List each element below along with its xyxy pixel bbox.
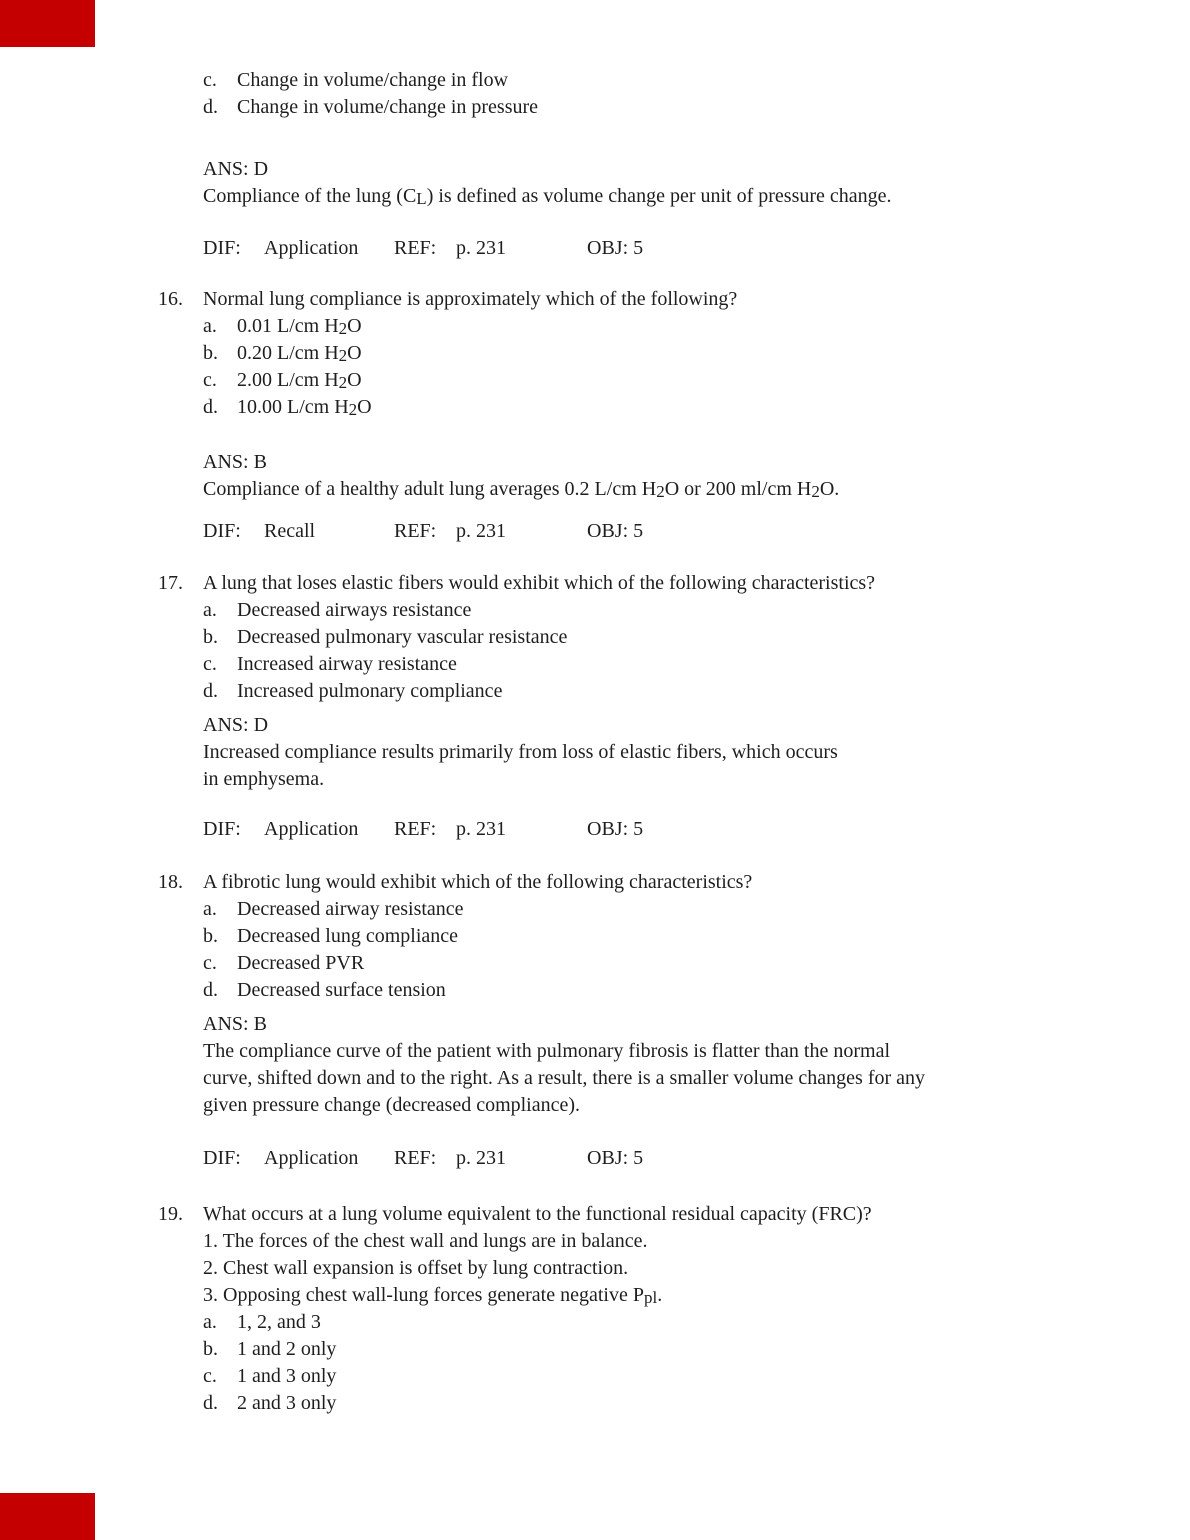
option-letter: a. (203, 315, 217, 337)
question-text: What occurs at a lung volume equivalent to the functional residual capacity (FRC)? (203, 1203, 872, 1225)
question-18-dif-line (203, 1145, 643, 1172)
option-letter: d. (203, 979, 218, 1001)
fragment-explanation (203, 183, 892, 210)
question-19-option-c (203, 1363, 336, 1390)
question-18-explanation-line-1 (203, 1038, 890, 1065)
option-letter: b. (203, 626, 218, 648)
question-17-explanation-line-2 (203, 766, 324, 793)
red-corner-mark-top-left (0, 0, 95, 47)
explanation-text: O or 200 ml/cm H (664, 478, 812, 500)
option-text: Change in volume/change in flow (237, 69, 509, 91)
question-17-option-b (203, 624, 567, 651)
option-letter: c. (203, 1365, 217, 1387)
option-letter: a. (203, 1311, 217, 1333)
question-18-option-d (203, 977, 446, 1004)
question-text: Normal lung compliance is approximately which of the following? (203, 288, 738, 310)
option-letter: d. (203, 1392, 218, 1414)
question-number: 17. (158, 572, 183, 594)
option-text: 10.00 L/cm H (237, 396, 349, 418)
question-19-option-d (203, 1390, 336, 1417)
ref-label: REF: (394, 818, 437, 840)
option-text: 0.01 L/cm H (237, 315, 339, 337)
option-letter: b. (203, 342, 218, 364)
option-text: Increased pulmonary compliance (237, 680, 503, 702)
obj-value: OBJ: 5 (587, 1147, 644, 1169)
question-16 (158, 286, 737, 313)
fragment-dif-line (203, 235, 643, 262)
option-letter: a. (203, 599, 217, 621)
question-17 (158, 570, 875, 597)
question-16-dif-line (203, 518, 643, 545)
explanation-text: O. (819, 478, 840, 500)
ref-value: p. 231 (456, 237, 506, 259)
option-text: Decreased PVR (237, 952, 365, 974)
explanation-text: given pressure change (decreased compliance). (203, 1094, 581, 1116)
option-letter: d. (203, 96, 218, 118)
answer-text: ANS: B (203, 1013, 267, 1035)
option-letter: d. (203, 680, 218, 702)
answer-text: ANS: B (203, 451, 267, 473)
obj-value: OBJ: 5 (587, 237, 644, 259)
question-17-explanation-line-1 (203, 739, 838, 766)
dif-label: DIF: (203, 1147, 241, 1169)
dif-value: Application (264, 818, 359, 840)
option-text: O (357, 396, 372, 418)
question-17-option-c (203, 651, 457, 678)
question-16-option-a (203, 313, 362, 340)
subscript: 2 (656, 482, 665, 502)
obj-value: OBJ: 5 (587, 818, 644, 840)
ref-label: REF: (394, 1147, 437, 1169)
option-letter: c. (203, 653, 217, 675)
statement-text: 3. Opposing chest wall-lung forces generate negative P (203, 1284, 644, 1306)
question-16-option-c (203, 367, 362, 394)
question-18-explanation-line-3 (203, 1092, 580, 1119)
question-17-answer-line (203, 712, 268, 739)
option-letter: a. (203, 898, 217, 920)
answer-text: ANS: D (203, 714, 269, 736)
option-text: O (347, 315, 362, 337)
explanation-text: curve, shifted down and to the right. As a result, there is a smaller volume changes for any (203, 1067, 926, 1089)
question-17-dif-line (203, 816, 643, 843)
explanation-text: in emphysema. (203, 768, 325, 790)
subscript: 2 (338, 319, 348, 339)
subscript: pl (643, 1288, 658, 1308)
explanation-text: The compliance curve of the patient with pulmonary fibrosis is flatter than the normal (203, 1040, 891, 1062)
red-corner-mark-bottom-left (0, 1493, 95, 1540)
option-letter: c. (203, 69, 217, 91)
ref-label: REF: (394, 520, 437, 542)
option-text: 1 and 3 only (237, 1365, 337, 1387)
fragment-option-c (203, 67, 508, 94)
question-19-statement-2 (203, 1255, 628, 1282)
question-18-answer-line (203, 1011, 267, 1038)
option-letter: b. (203, 925, 218, 947)
question-16-answer-line (203, 449, 267, 476)
ref-value: p. 231 (456, 520, 506, 542)
dif-value: Recall (264, 520, 316, 542)
option-text: Decreased airway resistance (237, 898, 464, 920)
ref-label: REF: (394, 237, 437, 259)
dif-value: Application (264, 237, 359, 259)
option-text: Decreased surface tension (237, 979, 446, 1001)
answer-text: ANS: D (203, 158, 269, 180)
question-19-statement-3 (203, 1282, 662, 1309)
question-18-option-a (203, 896, 464, 923)
option-text: 1, 2, and 3 (237, 1311, 321, 1333)
obj-value: OBJ: 5 (587, 520, 644, 542)
subscript: 2 (348, 400, 358, 420)
question-16-explanation (203, 476, 839, 503)
option-text: Decreased pulmonary vascular resistance (237, 626, 568, 648)
question-19 (158, 1201, 872, 1228)
subscript: L (416, 189, 427, 209)
option-letter: c. (203, 369, 217, 391)
statement-text: 2. Chest wall expansion is offset by lung contraction. (203, 1257, 629, 1279)
question-text: A lung that loses elastic fibers would exhibit which of the following characteristics? (203, 572, 876, 594)
option-text: 1 and 2 only (237, 1338, 337, 1360)
dif-value: Application (264, 1147, 359, 1169)
dif-label: DIF: (203, 818, 241, 840)
question-number: 18. (158, 871, 183, 893)
ref-value: p. 231 (456, 818, 506, 840)
question-18-option-c (203, 950, 364, 977)
question-16-option-d (203, 394, 372, 421)
question-17-option-a (203, 597, 471, 624)
statement-text: 1. The forces of the chest wall and lungs are in balance. (203, 1230, 648, 1252)
fragment-option-d (203, 94, 538, 121)
explanation-text: Increased compliance results primarily from loss of elastic fibers, which occurs (203, 741, 838, 763)
explanation-text: Compliance of a healthy adult lung averages 0.2 L/cm H (203, 478, 657, 500)
statement-text: . (657, 1284, 663, 1306)
option-text: Change in volume/change in pressure (237, 96, 539, 118)
option-text: O (347, 342, 362, 364)
option-text: O (347, 369, 362, 391)
question-19-option-a (203, 1309, 321, 1336)
option-text: Increased airway resistance (237, 653, 457, 675)
subscript: 2 (338, 346, 348, 366)
option-letter: d. (203, 396, 218, 418)
dif-label: DIF: (203, 520, 241, 542)
option-letter: c. (203, 952, 217, 974)
question-19-option-b (203, 1336, 336, 1363)
dif-label: DIF: (203, 237, 241, 259)
option-text: Decreased airways resistance (237, 599, 472, 621)
question-number: 19. (158, 1203, 183, 1225)
option-text: Decreased lung compliance (237, 925, 459, 947)
explanation-text: Compliance of the lung (C (203, 185, 417, 207)
explanation-text: ) is defined as volume change per unit of pressure change. (426, 185, 892, 207)
subscript: 2 (811, 482, 820, 502)
option-text: 2 and 3 only (237, 1392, 337, 1414)
question-number: 16. (158, 288, 183, 310)
question-18 (158, 869, 752, 896)
fragment-answer-line (203, 156, 268, 183)
subscript: 2 (338, 373, 348, 393)
question-17-option-d (203, 678, 502, 705)
ref-value: p. 231 (456, 1147, 506, 1169)
question-text: A fibrotic lung would exhibit which of the following characteristics? (203, 871, 753, 893)
question-18-explanation-line-2 (203, 1065, 925, 1092)
option-text: 0.20 L/cm H (237, 342, 339, 364)
option-text: 2.00 L/cm H (237, 369, 339, 391)
question-19-statement-1 (203, 1228, 647, 1255)
option-letter: b. (203, 1338, 218, 1360)
question-16-option-b (203, 340, 362, 367)
question-18-option-b (203, 923, 458, 950)
